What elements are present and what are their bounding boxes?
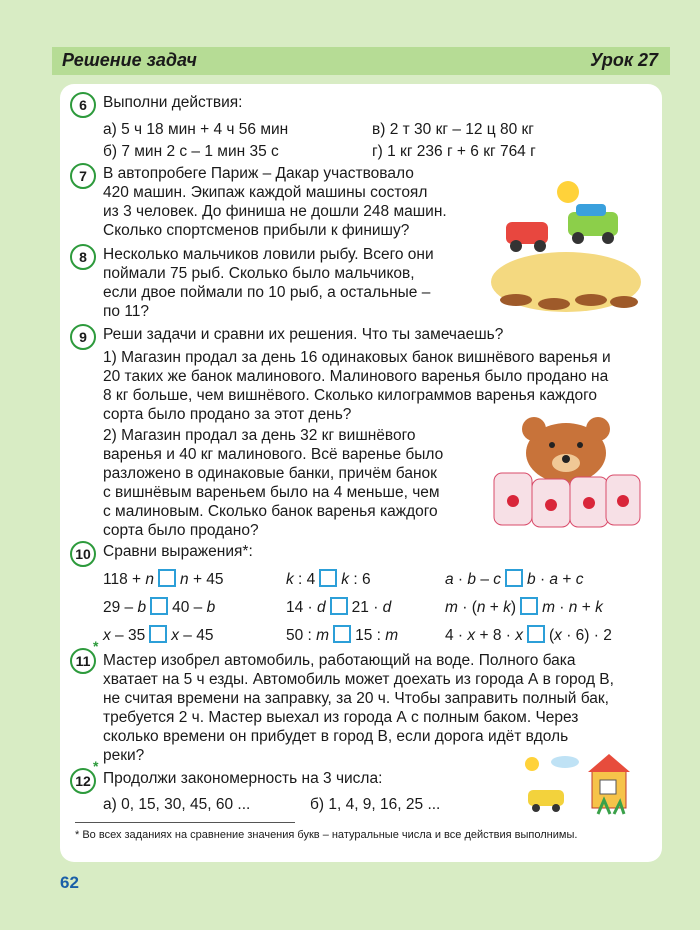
expr-row3-a: x – 35 x – 45: [103, 627, 214, 644]
task6-a: а) 5 ч 18 мин + 4 ч 56 мин: [103, 121, 289, 138]
task9-p1-line: 1) Магазин продал за день 16 одинаковых банок вишнёвого варенья и: [103, 349, 611, 366]
task12-star: *: [93, 758, 99, 774]
sun-icon: [525, 757, 539, 771]
footnote-rule: [75, 822, 295, 823]
compare-box[interactable]: [333, 625, 351, 643]
task9-p2-line: сорта было продано?: [103, 522, 259, 539]
bear-jam-illustration: [486, 415, 644, 533]
expr-row2-a: 29 – b 40 – b: [103, 599, 216, 616]
task8-line: Несколько мальчиков ловили рыбу. Всего они: [103, 246, 434, 263]
task8-line: поймали 75 рыб. Сколько было мальчиков,: [103, 265, 415, 282]
section-title: Решение задач: [62, 50, 197, 70]
task-number-6: 6: [70, 92, 96, 118]
task12-intro: Продолжи закономерность на 3 числа:: [103, 770, 383, 787]
compare-box[interactable]: [527, 625, 545, 643]
task9-p2-line: разложено в одинаковые банки, причём банок: [103, 465, 437, 482]
expr-row2-c: m · (n + k) m · n + k: [445, 599, 603, 616]
task11-line: сколько времени он прибудет в город В, если дорога идёт вдоль: [103, 728, 569, 745]
task-number-8: 8: [70, 244, 96, 270]
page-number: 62: [60, 873, 79, 892]
task7-line: 420 машин. Экипаж каждой машины состоял: [103, 184, 428, 201]
task11-line: Мастер изобрел автомобиль, работающий на воде. Полного бака: [103, 652, 576, 669]
task12-a: а) 0, 15, 30, 45, 60 ...: [103, 796, 251, 813]
task9-p2-line: 2) Магазин продал за день 32 кг вишнёвого: [103, 427, 416, 444]
task6-intro: Выполни действия:: [103, 94, 243, 111]
task6-d: г) 1 кг 236 г + 6 кг 764 г: [372, 143, 536, 160]
lesson-label: Урок 27: [590, 50, 658, 70]
task9-p1-line: 8 кг больше, чем вишнёвого. Сколько килограммов варенья каждого: [103, 387, 598, 404]
task9-intro: Реши задачи и сравни их решения. Что ты замечаешь?: [103, 326, 504, 343]
task7-line: из 3 человек. До финиша не дошли 248 машин.: [103, 203, 447, 220]
task-number-12: 12: [70, 768, 96, 794]
task12-b: б) 1, 4, 9, 16, 25 ...: [310, 796, 441, 813]
task9-p1-line: 20 таких же банок малинового. Малинового варенья было продано на: [103, 368, 609, 385]
expr-row3-c: 4 · x + 8 · x (x · 6) · 2: [445, 627, 612, 644]
task6-c: в) 2 т 30 кг – 12 ц 80 кг: [372, 121, 534, 138]
task-number-11: 11: [70, 648, 96, 674]
task7-line: В автопробеге Париж – Дакар участвовало: [103, 165, 414, 182]
cloud-icon: [551, 756, 579, 768]
task9-p2-line: варенья и 40 кг малинового. Всё варенье было: [103, 446, 444, 463]
footnote: * Во всех заданиях на сравнение значения букв – натуральные числа и все действия выполнимы.: [75, 829, 578, 841]
task11-line: не считая времени на заправку, за 20 ч. Чтобы заправить полный бак,: [103, 690, 609, 707]
task10-intro: Сравни выражения*:: [103, 543, 253, 560]
task11-line: реки?: [103, 747, 145, 764]
task-number-7: 7: [70, 163, 96, 189]
compare-box[interactable]: [150, 597, 168, 615]
task9-p2-line: с вишнёвым вареньем было на 4 меньше, чем: [103, 484, 440, 501]
task6-b: б) 7 мин 2 с – 1 мин 35 с: [103, 143, 279, 160]
jam-jars: [494, 473, 640, 527]
task9-p2-line: с малиновым. Сколько банок варенья каждого: [103, 503, 438, 520]
expr-row1-c: a · b – c b · a + c: [445, 571, 584, 588]
cars-desert-illustration: [486, 172, 646, 322]
sun-icon: [557, 181, 579, 203]
task8-line: по 11?: [103, 303, 150, 320]
task11-line: хватает на 5 ч езды. Автомобиль может доехать из города А в город В,: [103, 671, 614, 688]
compare-box[interactable]: [158, 569, 176, 587]
header-bar: [52, 47, 670, 75]
compare-box[interactable]: [319, 569, 337, 587]
expr-row1-a: 118 + n n + 45: [103, 571, 224, 588]
car-house-illustration: [520, 752, 645, 816]
compare-box[interactable]: [505, 569, 523, 587]
compare-box[interactable]: [330, 597, 348, 615]
task-number-9: 9: [70, 324, 96, 350]
task-number-10: 10: [70, 541, 96, 567]
task11-star: *: [93, 638, 99, 654]
task9-p1-line: сорта было продано за этот день?: [103, 406, 352, 423]
compare-box[interactable]: [520, 597, 538, 615]
yellow-car-icon: [528, 790, 564, 806]
task8-line: если двое поймали по 10 рыб, а остальные –: [103, 284, 431, 301]
task7-line: Сколько спортсменов прибыли к финишу?: [103, 222, 410, 239]
expr-row2-b: 14 · d 21 · d: [286, 599, 392, 616]
expr-row1-b: k : 4 k : 6: [286, 571, 371, 588]
task11-line: требуется 2 ч. Мастер выехал из города А с полным баком. Через: [103, 709, 579, 726]
compare-box[interactable]: [149, 625, 167, 643]
expr-row3-b: 50 : m 15 : m: [286, 627, 399, 644]
